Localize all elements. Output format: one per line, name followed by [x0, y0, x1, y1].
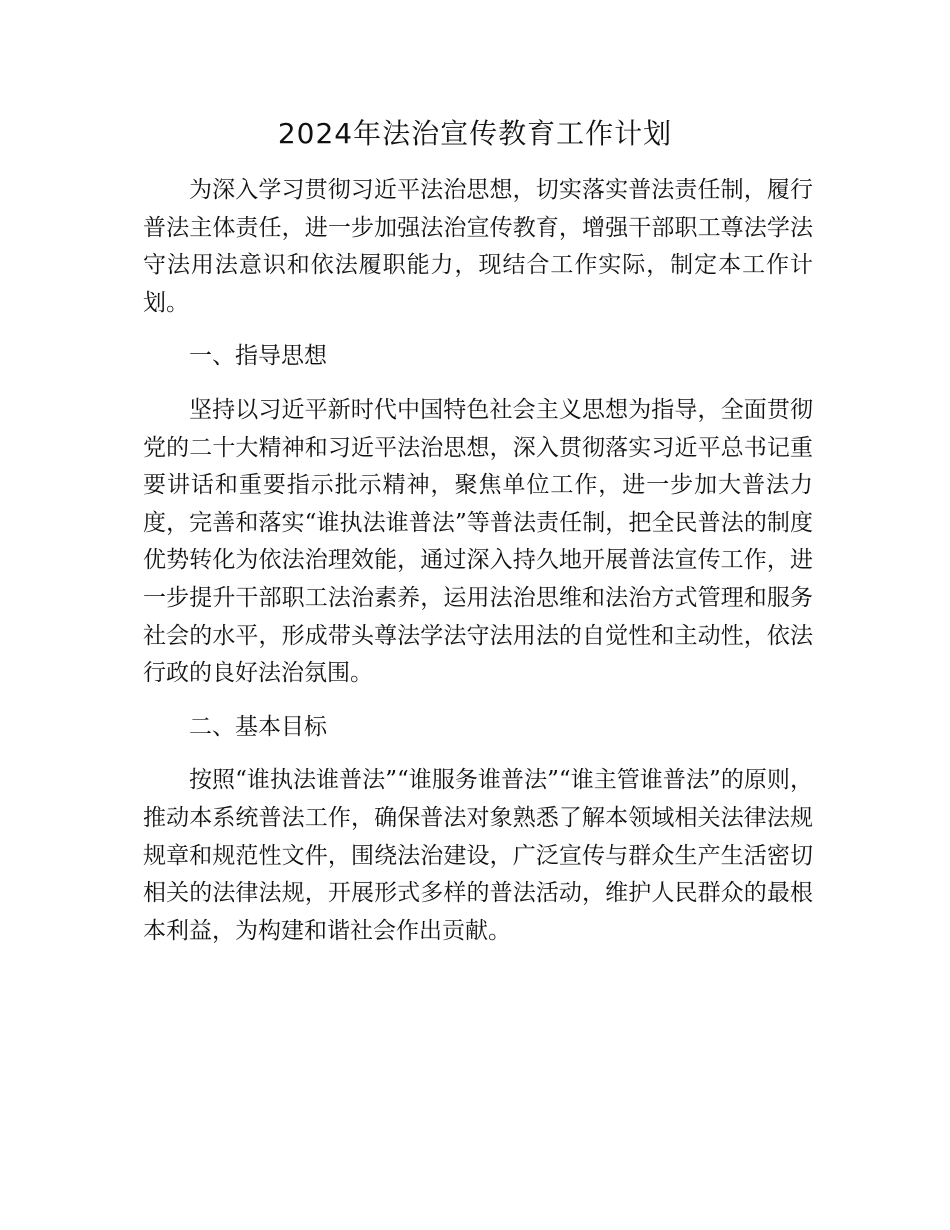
intro-paragraph: 为深入学习贯彻习近平法治思想，切实落实普法责任制，履行普法主体责任，进一步加强法治宣传教育，增强干部职工尊法学法守法用法意识和依法履职能力，现结合工作实际，制定本工作计划。 [143, 177, 813, 316]
section-heading-basic-goals: 二、基本目标 [189, 713, 327, 740]
document-title: 2024年法治宣传教育工作计划 [277, 117, 673, 150]
document-body [143, 172, 813, 966]
basic-goals-paragraph: 按照“谁执法谁普法”“谁服务谁普法”“谁主管谁普法”的原则，推动本系统普法工作，确保普法对象熟悉了解本领域相关法律法规规章和规范性文件，围绕法治建设，广泛宣传与群众生产生活密切相关的法律法规，开展形式多样的普法活动，维护人民群众的最根本利益，为构建和谐社会作出贡献。 [143, 767, 813, 944]
guiding-ideology-paragraph: 坚持以习近平新时代中国特色社会主义思想为指导，全面贯彻党的二十大精神和习近平法治思想，深入贯彻落实习近平总书记重要讲话和重要指示批示精神，聚焦单位工作，进一步加大普法力度，完善和落实“谁执法谁普法”等普法责任制，把全民普法的制度优势转化为依法治理效能，通过深入持久地开展普法宣传工作，进一步提升干部职工法治素养，运用法治思维和法治方式管理和服务社会的水平，形成带头尊法学法守法用法的自觉性和主动性，依法行政的良好法治氛围。 [143, 396, 813, 687]
section-heading-guiding-ideology: 一、指导思想 [189, 343, 327, 370]
